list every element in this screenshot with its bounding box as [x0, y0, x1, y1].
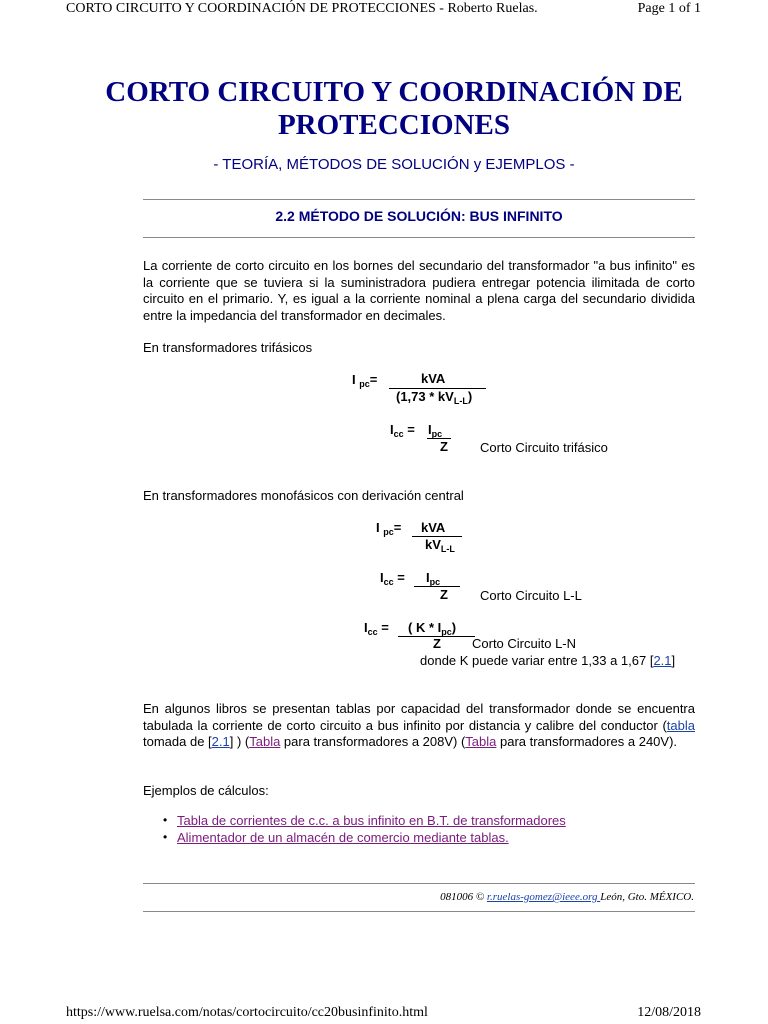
list-item — [163, 829, 566, 846]
footer-credit: 081006 © r.ruelas-gomez@ieee.org León, Gto. MÉXICO. — [440, 891, 694, 903]
examples-heading: Ejemplos de cálculos: — [143, 783, 269, 798]
example-link-alimentador[interactable]: Alimentador de un almacén de comercio mediante tablas. — [177, 830, 509, 845]
tri-icc-lhs: $I_{cc}$ = — [390, 422, 415, 439]
divider-footer-bottom — [143, 911, 695, 912]
email-link[interactable]: r.ruelas-gomez@ieee.org — [486, 891, 601, 903]
print-footer-url: https://www.ruelsa.com/notas/cortocircuito/cc20businfinito.html — [66, 1005, 428, 1020]
example-link-tabla-corrientes[interactable]: Tabla de corrientes de c.c. a bus infinito en B.T. de transformadores — [177, 813, 566, 828]
tri-heading: En transformadores trifásicos — [143, 340, 313, 355]
ll-icc-lhs: $I_{cc}$ = — [380, 570, 405, 587]
divider-footer-top — [143, 883, 695, 884]
tri-icc-numerator: $I_{pc}$ — [428, 422, 443, 439]
tri-ipc-numerator: kVA — [421, 371, 446, 386]
ll-icc-denominator: Z — [440, 587, 448, 602]
section-heading: 2.2 MÉTODO DE SOLUCIÓN: BUS INFINITO — [275, 208, 563, 224]
tri-icc-denominator: Z — [440, 439, 448, 454]
tri-ipc-denominator: $(1,73 * kV_{L-L})$ — [396, 389, 473, 406]
examples-list — [163, 812, 566, 846]
label-ln: Corto Circuito L-N — [472, 636, 577, 651]
tabla-link-1[interactable]: tabla — [666, 717, 695, 733]
subtitle: - TEORÍA, MÉTODOS DE SOLUCIÓN y EJEMPLOS - — [213, 156, 575, 173]
divider-section — [143, 237, 695, 238]
mono-heading: En transformadores monofásicos con derivación central — [143, 488, 464, 503]
ln-icc-numerator: ( K * $I_{pc}$) — [408, 620, 457, 637]
tri-ipc-lhs: I $_{pc}$= — [352, 372, 378, 389]
list-item — [163, 812, 566, 829]
intro-paragraph: La corriente de corto circuito en los bornes del secundario del transformador "a bus infinito" es la corriente que se tuviera si la suministradora pudiera entregar potencia ilimitada de corto circuito en el primario. Y, es igual a la corriente nominal a plena carga del secundario dividida entre la impedancia del transformador en decimales. — [143, 258, 695, 323]
ll-icc-numerator: $I_{pc}$ — [426, 570, 441, 587]
ll-icc-fraction-line — [414, 586, 460, 587]
mono-ipc-lhs: I $_{pc}$= — [376, 520, 402, 537]
tabla-link-208v[interactable]: Tabla — [249, 734, 281, 749]
k-ref-link[interactable]: 2.1 — [653, 653, 672, 668]
k-note: donde K puede variar entre 1,33 a 1,67 [2.1] — [420, 653, 676, 668]
ln-icc-lhs: $I_{cc}$ = — [364, 620, 389, 637]
page-number: Page 1 of 1 — [637, 1, 701, 16]
tablas-paragraph: En algunos libros se presentan tablas por capacidad del transformador donde se encuentra tabulada la corriente de corto circuito a bus infinito por distancia y calibre del conductor (tabla tomada de [2.1] ) (Tabla para transformadores a 208V) (Tabla para transformadores a 240V). — [143, 701, 695, 749]
title-line-2: PROTECCIONES — [277, 109, 511, 141]
print-header-title: CORTO CIRCUITO Y COORDINACIÓN DE PROTECCIONES - Roberto Ruelas. — [66, 1, 538, 16]
page-title — [80, 76, 708, 142]
label-tri: Corto Circuito trifásico — [480, 440, 608, 455]
print-footer-date: 12/08/2018 — [637, 1005, 701, 1020]
ref-link-2-1[interactable]: 2.1 — [211, 734, 230, 749]
label-ll: Corto Circuito L-L — [480, 588, 582, 603]
ln-icc-denominator: Z — [433, 636, 441, 651]
divider-top — [143, 199, 695, 200]
mono-ipc-numerator: kVA — [421, 520, 446, 535]
tabla-link-240v[interactable]: Tabla — [465, 734, 497, 749]
mono-ipc-denominator: $kV_{L-L}$ — [425, 537, 455, 554]
title-line-1: CORTO CIRCUITO Y COORDINACIÓN DE — [105, 76, 683, 108]
